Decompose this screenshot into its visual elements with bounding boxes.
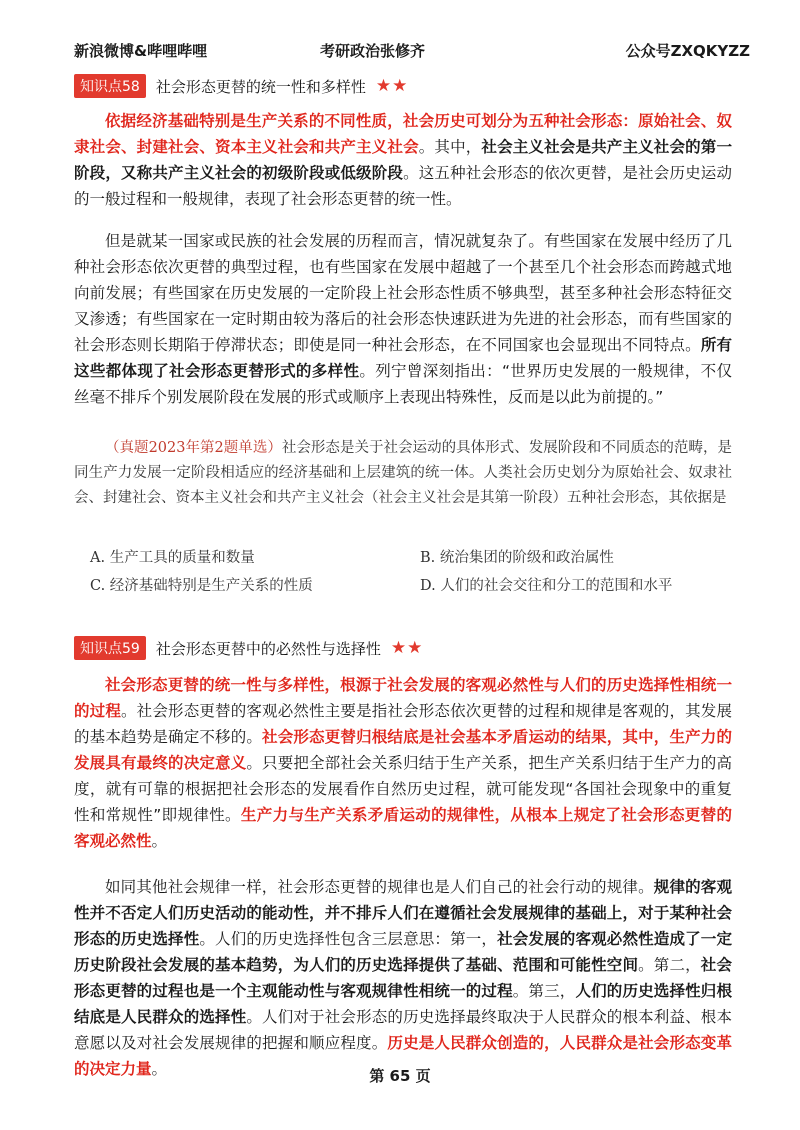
header-right: 公众号ZXQKYZZ	[625, 42, 750, 60]
bold-text: 社会发展的客观必然性造成了一定历史阶段社会发展的基本趋势，为人们的历史选择提供了基础、范围和可能性空间	[74, 930, 732, 974]
body-text: 。第三，	[512, 982, 576, 1000]
body-text: 。人们的历史选择性包含三层意思：第一，	[199, 930, 498, 948]
body-text: 。社会形态更替的客观必然性主要是指社会形态依次更替的过程和规律是客观的，其发展的基本趋势是确定不移的。	[74, 702, 732, 746]
highlight-red-text: 依据经济基础特别是生产关系的不同性质，社会历史可划分为五种社会形态：原始社会、奴隶社会、封建社会、资本主义社会和共产主义社会	[74, 112, 732, 156]
knowledge-point-title: 社会形态更替中的必然性与选择性	[155, 639, 381, 658]
bold-text: 规律的客观性并不否定人们历史活动的能动性，并不排斥人们在遵循社会发展规律的基础上，对于某种社会形态的历史选择性	[74, 878, 732, 948]
header-center: 考研政治张修齐	[320, 42, 426, 60]
option-b: B. 统治集团的阶级和政治属性	[420, 550, 614, 566]
body-text: 。只要把全部社会关系归结于生产关系，把生产关系归结于生产力的高度，就有可靠的根据把社会形态的发展看作自然历史过程，就可能发现“各国社会现象中的重复性和常规性”即规律性。	[74, 754, 732, 824]
highlight-red-text: 社会形态更替的统一性与多样性，根源于社会发展的客观必然性与人们的历史选择性相统一的过程	[74, 676, 732, 720]
knowledge-point-58-heading	[74, 74, 408, 98]
body-text: 。	[151, 832, 168, 850]
page-number: 第 65 页	[369, 1067, 431, 1085]
option-d: D. 人们的社会交往和分工的范围和水平	[420, 578, 673, 594]
bold-text: 社会主义社会是共产主义社会的第一阶段，又称共产主义社会的初级阶段或低级阶段	[74, 138, 732, 182]
option-a: A. 生产工具的质量和数量	[90, 550, 255, 566]
highlight-red-text: 社会形态更替归根结底是社会基本矛盾运动的结果，其中，生产力的发展具有最终的决定意义	[74, 728, 732, 772]
knowledge-point-title: 社会形态更替的统一性和多样性	[155, 77, 366, 96]
paragraph-1	[74, 108, 732, 212]
option-c: C. 经济基础特别是生产关系的性质	[90, 578, 313, 594]
question-stem: 社会形态是关于社会运动的具体形式、发展阶段和不同质态的范畴，是同生产力发展一定阶段相适应的经济基础和上层建筑的统一体。人类社会历史划分为原始社会、奴隶社会、封建社会、资本主义社会和共产主义社会（社会主义社会是其第一阶段）五种社会形态，其依据是	[74, 440, 732, 506]
paragraph-3	[74, 672, 732, 854]
bold-text: 所有这些都体现了社会形态更替形式的多样性	[74, 336, 732, 380]
paragraph-2	[74, 228, 732, 410]
body-text: 如同其他社会规律一样，社会形态更替的规律也是人们自己的社会行动的规律。	[105, 878, 654, 896]
body-text: 但是就某一国家或民族的社会发展的历程而言，情况就复杂了。有些国家在发展中经历了几种社会形态依次更替的典型过程，也有些国家在发展中超越了一个甚至几个社会形态而跨越式地向前发展；有些国家在历史发展的一定阶段上社会形态性质不够典型，甚至多种社会形态特征交叉渗透；有些国家在一定时期由较为落后的社会形态快速跃进为先进的社会形态，而有些国家的社会形态则长期陷于停滞状态；即使是同一种社会形态，在不同国家也会显现出不同特点。	[74, 232, 732, 354]
knowledge-point-59-heading	[74, 636, 423, 660]
question-tag: （真题2023年第2题单选）	[105, 440, 282, 456]
body-text: 。人们对于社会形态的历史选择最终取决于人民群众的根本利益、根本意愿以及对社会发展规律的把握和顺应程度。	[74, 1008, 732, 1052]
body-text: 。列宁曾深刻指出：“世界历史发展的一般规律，不仅丝毫不排斥个别发展阶段在发展的形式或顺序上表现出特殊性，反而是以此为前提的。”	[74, 362, 732, 406]
knowledge-point-tag: 知识点59	[74, 636, 146, 660]
body-text: 。其中，	[418, 138, 482, 156]
paragraph-4	[74, 874, 732, 1082]
exam-question	[74, 436, 732, 511]
star-rating: ★★	[375, 76, 409, 96]
bold-text: 人们的历史选择性归根结底是人民群众的选择性	[74, 982, 732, 1026]
body-text: 。这五种社会形态的依次更替，是社会历史运动的一般过程和一般规律，表现了社会形态更替的统一性。	[74, 164, 732, 208]
body-text: 。第二，	[638, 956, 701, 974]
highlight-red-text: 生产力与生产关系矛盾运动的规律性，从根本上规定了社会形态更替的客观必然性	[74, 806, 732, 850]
bold-text: 社会形态更替的过程也是一个主观能动性与客观规律性相统一的过程	[74, 956, 732, 1000]
body-text: 。	[151, 1060, 168, 1078]
knowledge-point-tag: 知识点58	[74, 74, 146, 98]
header-left: 新浪微博&哔哩哔哩	[74, 42, 208, 60]
star-rating: ★★	[390, 638, 424, 658]
highlight-red-text: 历史是人民群众创造的，人民群众是社会形态变革的决定力量	[74, 1034, 732, 1078]
